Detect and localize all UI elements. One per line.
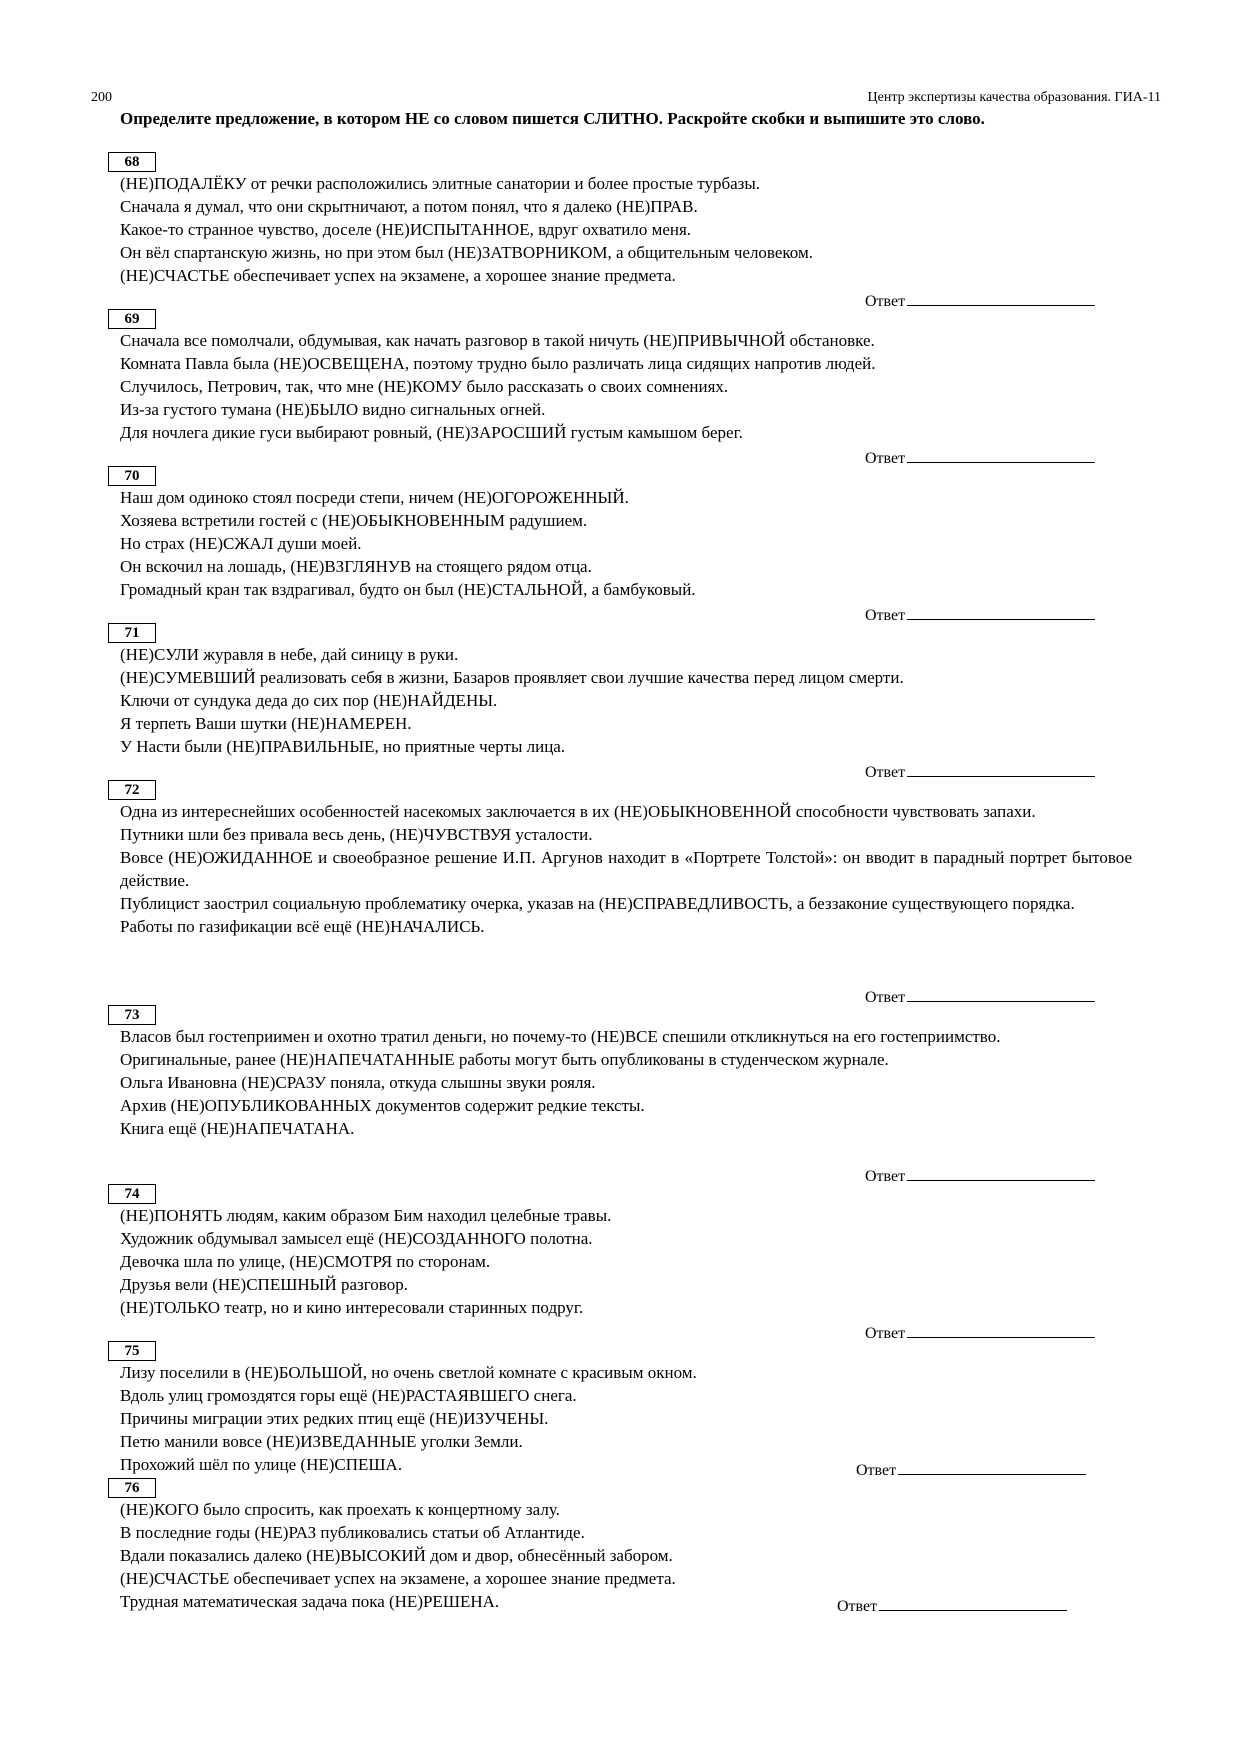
task-number-box: 72 xyxy=(108,780,156,800)
answer-label: Ответ xyxy=(865,989,906,1006)
task-number-box: 68 xyxy=(108,152,156,172)
sentence: Ольга Ивановна (НЕ)СРАЗУ поняла, откуда слышны звуки рояля. xyxy=(120,1073,596,1092)
sentence-list xyxy=(120,1025,1132,1140)
sentence: В последние годы (НЕ)РАЗ публиковались статьи об Атлантиде. xyxy=(120,1523,585,1542)
sentence: Лизу поселили в (НЕ)БОЛЬШОЙ, но очень светлой комнате с красивым окном. xyxy=(120,1363,697,1382)
sentence: Вдали показались далеко (НЕ)ВЫСОКИЙ дом и двор, обнесённый забором. xyxy=(120,1546,673,1565)
sentence: (НЕ)СЧАСТЬЕ обеспечивает успех на экзамене, а хорошее знание предмета. xyxy=(120,1569,676,1588)
sentence-list xyxy=(120,1361,1132,1476)
sentence: Путники шли без привала весь день, (НЕ)ЧУВСТВУЯ усталости. xyxy=(120,825,593,844)
answer-field[interactable] xyxy=(865,1166,1095,1187)
sentence: (НЕ)СУМЕВШИЙ реализовать себя в жизни, Базаров проявляет свои лучшие качества перед лицом смерти. xyxy=(120,668,904,687)
sentence-list xyxy=(120,486,1132,601)
sentence-list xyxy=(120,800,1132,938)
sentence: Комната Павла была (НЕ)ОСВЕЩЕНА, поэтому трудно было различать лица сидящих напротив людей. xyxy=(120,354,876,373)
sentence: (НЕ)КОГО было спросить, как проехать к концертному залу. xyxy=(120,1500,560,1519)
answer-label: Ответ xyxy=(865,1168,906,1185)
sentence: Художник обдумывал замысел ещё (НЕ)СОЗДАННОГО полотна. xyxy=(120,1229,593,1248)
sentence: Он вскочил на лошадь, (НЕ)ВЗГЛЯНУВ на стоящего рядом отца. xyxy=(120,557,592,576)
sentence: (НЕ)ПОНЯТЬ людям, каким образом Бим находил целебные травы. xyxy=(120,1206,612,1225)
sentence: Случилось, Петрович, так, что мне (НЕ)КОМУ было рассказать о своих сомнениях. xyxy=(120,377,729,396)
sentence-list xyxy=(120,643,1132,758)
task-number-box: 76 xyxy=(108,1478,156,1498)
answer-label: Ответ xyxy=(837,1598,878,1615)
sentence: Сначала я думал, что они скрытничают, а потом понял, что я далеко (НЕ)ПРАВ. xyxy=(120,197,698,216)
sentence: Но страх (НЕ)СЖАЛ души моей. xyxy=(120,534,362,553)
sentence: Причины миграции этих редких птиц ещё (НЕ)ИЗУЧЕНЫ. xyxy=(120,1409,549,1428)
answer-line[interactable] xyxy=(907,291,1095,306)
sentence: Вовсе (НЕ)ОЖИДАННОЕ и своеобразное решение И.П. Аргунов находит в «Портрете Толстой»: он вводит в парадный портрет бытовое действие. xyxy=(120,848,1132,890)
sentence-list xyxy=(120,1204,1132,1319)
answer-label: Ответ xyxy=(865,764,906,781)
sentence: Работы по газификации всё ещё (НЕ)НАЧАЛИСЬ. xyxy=(120,917,485,936)
answer-field[interactable] xyxy=(837,1596,1067,1617)
answer-line[interactable] xyxy=(898,1460,1086,1475)
task-number-box: 69 xyxy=(108,309,156,329)
header-source: Центр экспертизы качества образования. ГИА-11 xyxy=(867,90,1161,105)
sentence: Ключи от сундука деда до сих пор (НЕ)НАЙДЕНЫ. xyxy=(120,691,498,710)
answer-field[interactable] xyxy=(856,1460,1086,1481)
sentence: Власов был гостеприимен и охотно тратил деньги, но почему-то (НЕ)ВСЕ спешили откликнуться на его гостеприимство. xyxy=(120,1027,1001,1046)
answer-line[interactable] xyxy=(907,1323,1095,1338)
sentence: Громадный кран так вздрагивал, будто он был (НЕ)СТАЛЬНОЙ, а бамбуковый. xyxy=(120,580,696,599)
sentence: (НЕ)СЧАСТЬЕ обеспечивает успех на экзамене, а хорошее знание предмета. xyxy=(120,266,676,285)
task-number-box: 74 xyxy=(108,1184,156,1204)
sentence: Архив (НЕ)ОПУБЛИКОВАННЫХ документов содержит редкие тексты. xyxy=(120,1096,645,1115)
sentence: Одна из интереснейших особенностей насекомых заключается в их (НЕ)ОБЫКНОВЕННОЙ способности чувствовать запахи. xyxy=(120,802,1036,821)
task-instruction: Определите предложение, в котором НЕ со словом пишется СЛИТНО. Раскройте скобки и выпишите это слово. xyxy=(120,109,985,128)
sentence: Он вёл спартанскую жизнь, но при этом был (НЕ)ЗАТВОРНИКОМ, а общительным человеком. xyxy=(120,243,813,262)
sentence: Хозяева встретили гостей с (НЕ)ОБЫКНОВЕННЫМ радушием. xyxy=(120,511,588,530)
sentence: Книга ещё (НЕ)НАПЕЧАТАНА. xyxy=(120,1119,355,1138)
answer-line[interactable] xyxy=(907,448,1095,463)
sentence: У Насти были (НЕ)ПРАВИЛЬНЫЕ, но приятные черты лица. xyxy=(120,737,566,756)
sentence: Сначала все помолчали, обдумывая, как начать разговор в такой ничуть (НЕ)ПРИВЫЧНОЙ обстановке. xyxy=(120,331,875,350)
sentence: (НЕ)СУЛИ журавля в небе, дай синицу в руки. xyxy=(120,645,459,664)
answer-line[interactable] xyxy=(907,762,1095,777)
answer-line[interactable] xyxy=(879,1596,1067,1611)
sentence: Я терпеть Ваши шутки (НЕ)НАМЕРЕН. xyxy=(120,714,412,733)
answer-line[interactable] xyxy=(907,987,1095,1002)
task-number-box: 71 xyxy=(108,623,156,643)
sentence: Оригинальные, ранее (НЕ)НАПЕЧАТАННЫЕ работы могут быть опубликованы в студенческом журнале. xyxy=(120,1050,889,1069)
sentence: Вдоль улиц громоздятся горы ещё (НЕ)РАСТАЯВШЕГО снега. xyxy=(120,1386,577,1405)
answer-line[interactable] xyxy=(907,1166,1095,1181)
answer-label: Ответ xyxy=(865,1325,906,1342)
answer-label: Ответ xyxy=(865,450,906,467)
answer-label: Ответ xyxy=(865,607,906,624)
sentence: Публицист заострил социальную проблематику очерка, указав на (НЕ)СПРАВЕДЛИВОСТЬ, а беззаконие существующего порядка. xyxy=(120,894,1075,913)
sentence: Какое-то странное чувство, доселе (НЕ)ИСПЫТАННОЕ, вдруг охватило меня. xyxy=(120,220,692,239)
sentence: Из-за густого тумана (НЕ)БЫЛО видно сигнальных огней. xyxy=(120,400,546,419)
sentence-list xyxy=(120,172,1132,287)
page-number: 200 xyxy=(91,90,112,105)
answer-field[interactable] xyxy=(865,762,1095,783)
task-number-box: 70 xyxy=(108,466,156,486)
answer-field[interactable] xyxy=(865,1323,1095,1344)
sentence: Прохожий шёл по улице (НЕ)СПЕША. xyxy=(120,1455,403,1474)
sentence: Наш дом одиноко стоял посреди степи, ничем (НЕ)ОГОРОЖЕННЫЙ. xyxy=(120,488,629,507)
sentence: Петю манили вовсе (НЕ)ИЗВЕДАННЫЕ уголки Земли. xyxy=(120,1432,523,1451)
sentence: Трудная математическая задача пока (НЕ)РЕШЕНА. xyxy=(120,1592,500,1611)
answer-field[interactable] xyxy=(865,605,1095,626)
answer-line[interactable] xyxy=(907,605,1095,620)
sentence: Девочка шла по улице, (НЕ)СМОТРЯ по сторонам. xyxy=(120,1252,491,1271)
sentence: (НЕ)ТОЛЬКО театр, но и кино интересовали старинных подруг. xyxy=(120,1298,584,1317)
task-number-box: 73 xyxy=(108,1005,156,1025)
sentence: (НЕ)ПОДАЛЁКУ от речки расположились элитные санатории и более простые турбазы. xyxy=(120,174,761,193)
answer-field[interactable] xyxy=(865,291,1095,312)
sentence: Друзья вели (НЕ)СПЕШНЫЙ разговор. xyxy=(120,1275,408,1294)
task-number-box: 75 xyxy=(108,1341,156,1361)
answer-label: Ответ xyxy=(865,293,906,310)
sentence: Для ночлега дикие гуси выбирают ровный, (НЕ)ЗАРОСШИЙ густым камышом берег. xyxy=(120,423,743,442)
sentence-list xyxy=(120,329,1132,444)
answer-field[interactable] xyxy=(865,448,1095,469)
answer-label: Ответ xyxy=(856,1462,897,1479)
answer-field[interactable] xyxy=(865,987,1095,1008)
